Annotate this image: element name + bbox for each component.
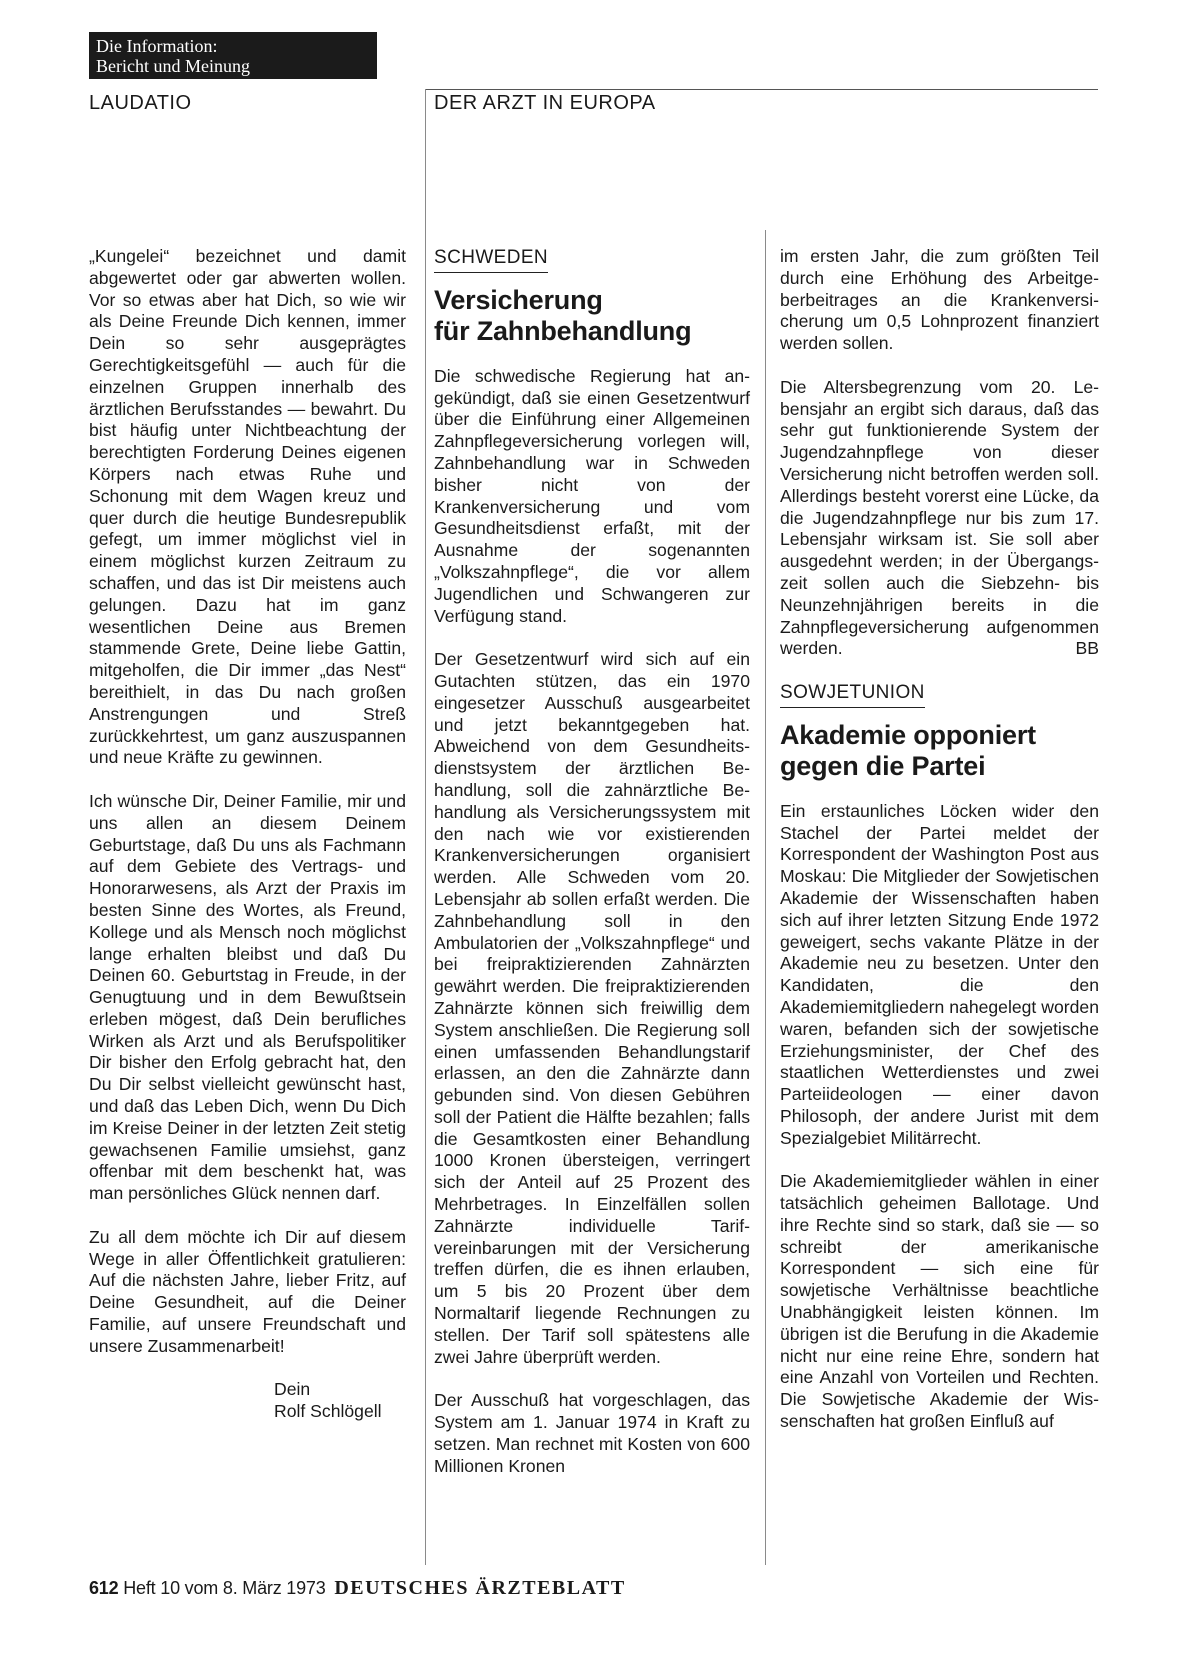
masthead-line-2: Bericht und Meinung [96,56,250,76]
right-column [780,246,1099,1455]
signature: Rolf Schlögell [274,1401,382,1422]
article-paragraph: im ersten Jahr, die zum größten Teil durch eine Erhöhung des Arbeitgeberbeitrages an die Krankenversicherung um 0,5 Lohnprozent finanziert werden sollen. [780,246,1099,354]
laudatio-column [89,246,406,1423]
headline-schweden [434,285,750,347]
rubric-laudatio: LAUDATIO [89,92,192,114]
issue-info: Heft 10 vom 8. März 1973 [123,1578,326,1598]
article-paragraph: Die schwedische Regierung hat angekündigt, daß sie einen Gesetzentwurf über die Einführung einer Allgemeinen Zahnpflegeversicherung vorlegen will, Zahnbehandlung war in Schweden bisher nicht von der Krankenversicherung und vom Gesundheitsdienst erfaßt, mit der Ausnahme der sogenannten „Volkszahnpflege“, die vor allem Jugendlichen und Schwangeren zur Verfügung stand. [434,365,750,626]
headline-line: Akademie opponiert [780,719,1036,750]
article-text: Die Altersbegrenzung vom 20. Lebensjahr an ergibt sich daraus, daß das sehr gut funktionierende System der Jugendzahnpflege von dieser Versicherung nicht betroffen werden soll. Allerdings besteht vorerst eine Lücke, da die Jugendzahnpflege nur bis zum 17. Lebensjahr wirksam ist. Sie soll aber ausgedehnt werden; in der Übergangszeit sollen auch die Siebzehn- bis Neunzehnjährigen bereits in die Zahnpflegeversicherung aufgenommen werden. [780,376,1099,659]
byline [89,1379,406,1423]
masthead-line-1: Die Information: [96,36,218,56]
article-paragraph: Der Ausschuß hat vorgeschlagen, das System am 1. Januar 1974 in Kraft zu setzen. Man rechnet mit Kosten von 600 Millionen Kronen [434,1390,750,1476]
laudatio-paragraph: „Kungelei“ bezeichnet und damit abgewertet oder gar abwerten wollen. Vor so etwas aber hat Dich, so wie wir als Deine Freunde Dich kennen, immer Dein so sehr ausgeprägtes Gerechtigkeitsgefühl — auch für die einzelnen Gruppen innerhalb des ärztlichen Berufsstandes — bewahrt. Du bist häufig unter Nichtbeachtung der berechtigten Forderung Deines eigenen Körpers nach etwas Ruhe und Schonung mit dem Wagen kreuz und quer durch die heutige Bundesrepublik gefegt, um immer möglichst viel in einem möglichst kurzen Zeitraum zu schaffen, und das ist Dir meistens auch gelungen. Dazu hat im ganz wesentlichen Deine aus Bremen stammende Grete, Deine liebe Gattin, mitgeholfen, die Dir immer „das Nest“ bereithielt, in das Du nach großen Anstrengungen und Streß zurückkehrtest, um ganz auszuspannen und neue Kräfte zu gewinnen. [89,246,406,768]
column-divider-left [425,89,426,1565]
article-paragraph: Ein erstaunliches Löcken wider den Stachel der Partei meldet der Korrespondent der Washington Post aus Moskau: Die Mitglieder der Sowjetischen Akademie der Wissenschaften haben sich auf ihrer letzten Sitzung Ende 1972 geweigert, sechs vakante Plätze in der Akademie neu zu besetzen. Unter den Kandidaten, die den Akademiemitgliedern nahegelegt worden waren, befanden sich der sowjetische Erziehungsminister, der Chef des staatlichen Wetterdienstes und zwei Parteiideologen — einer davon Philosoph, der andere Jurist mit dem Spezialgebiet Militärrecht. [780,800,1099,1148]
schweden-column [434,247,750,1499]
masthead [89,32,377,79]
laudatio-paragraph: Ich wünsche Dir, Deiner Familie, mir und uns allen an diesem Deinem Geburtstage, daß Du uns als Fachmann auf dem Gebiete des Vertrags- und Honorarwesens, als Arzt der Praxis im besten Sinne des Wortes, als Freund, Kollege und als Mensch noch möglichst lange erhalten bleibst und daß Du Deinen 60. Geburtstag in Freude, in der Genugtuung und in dem Bewußtsein erleben mögest, daß Dein berufliches Wirken als Arzt und als Berufspolitiker Dir bisher den Erfolg gebracht hat, den Du Dir selbst vielleicht gewünscht hast, und daß das Leben Dich, wenn Du Dich im Kreise Deiner in der letzten Zeit stetig gewachsenen Familie umsiehst, ganz offenbar mit dem beschenkt hat, was man persönliches Glück nennen darf. [89,790,406,1204]
page-number: 612 [89,1578,119,1598]
headline-line: gegen die Partei [780,750,986,781]
journal-name: DEUTSCHES ÄRZTEBLATT [334,1577,626,1599]
column-divider-right [765,230,766,1565]
headline-line: Versicherung [434,284,603,315]
author-initials: BB [1075,638,1099,659]
rubric-arzt-in-europa: DER ARZT IN EUROPA [434,92,656,114]
closing: Dein [274,1379,311,1400]
top-rule [425,89,1098,90]
article-paragraph: Der Gesetzentwurf wird sich auf ein Gutachten stützen, das ein 1970 eingesetzer Ausschuß ausgearbeitet und jetzt bekanntgegeben hat. Abweichend von dem Gesundheitsdienstsystem der ärztlichen Behandlung, soll die zahnärztliche Behandlung als Versicherungssystem mit den nach wie vor existierenden Krankenversicherungen organisiert werden. Alle Schweden vom 20. Lebensjahr ab sollen erfaßt werden. Die Zahnbehandlung soll in den Ambulatorien der „Volkszahnpflege“ und bei freipraktizierenden Zahnärzten gewährt werden. Die freipraktizierenden Zahnärzte können sich freiwillig dem System anschließen. Die Regierung soll einen umfassenden Behandlungstarif erlassen, an den die Zahnärzte dann gebunden sind. Von diesen Gebühren soll der Patient die Hälfte bezahlen; falls die Gesamtkosten einer Behandlung 1000 Kronen übersteigen, verringert sich der Anteil auf 25 Prozent des Mehrbetrages. In Einzelfällen sollen Zahnärzte individuelle Tarifvereinbarungen mit der Versicherung treffen dürfen, die es ihnen erlauben, um 5 bis 20 Prozent über dem Normaltarif liegende Rechnungen zu stellen. Der Tarif soll spätestens alle zwei Jahre überprüft werden. [434,649,750,1367]
article-paragraph [780,377,1099,660]
headline-sowjetunion [780,720,1099,782]
article-paragraph: Die Akademiemitglieder wählen in einer tatsächlich geheimen Ballotage. Und ihre Rechte sind so stark, daß sie — so schreibt der amerikanische Korrespondent — sich eine für sowjetische Verhältnisse beachtliche Unabhängigkeit leisten können. Im übrigen ist die Berufung in die Akademie nicht nur eine reine Ehre, sondern hat eine Anzahl von Vorteilen und Rechten. Die Sowjetische Akademie der Wissenschaften hat großen Einfluß auf [780,1171,1099,1432]
headline-line: für Zahnbehandlung [434,315,692,346]
section-label-sowjetunion: SOWJETUNION [780,682,925,708]
section-label-schweden: SCHWEDEN [434,247,548,273]
page-footer [89,1577,626,1600]
laudatio-paragraph: Zu all dem möchte ich Dir auf diesem Wege in aller Öffentlichkeit gratulieren: Auf die nächsten Jahre, lieber Fritz, auf Deine Gesundheit, auf die Deiner Familie, auf unsere Freundschaft und unsere Zusammenarbeit! [89,1226,406,1356]
